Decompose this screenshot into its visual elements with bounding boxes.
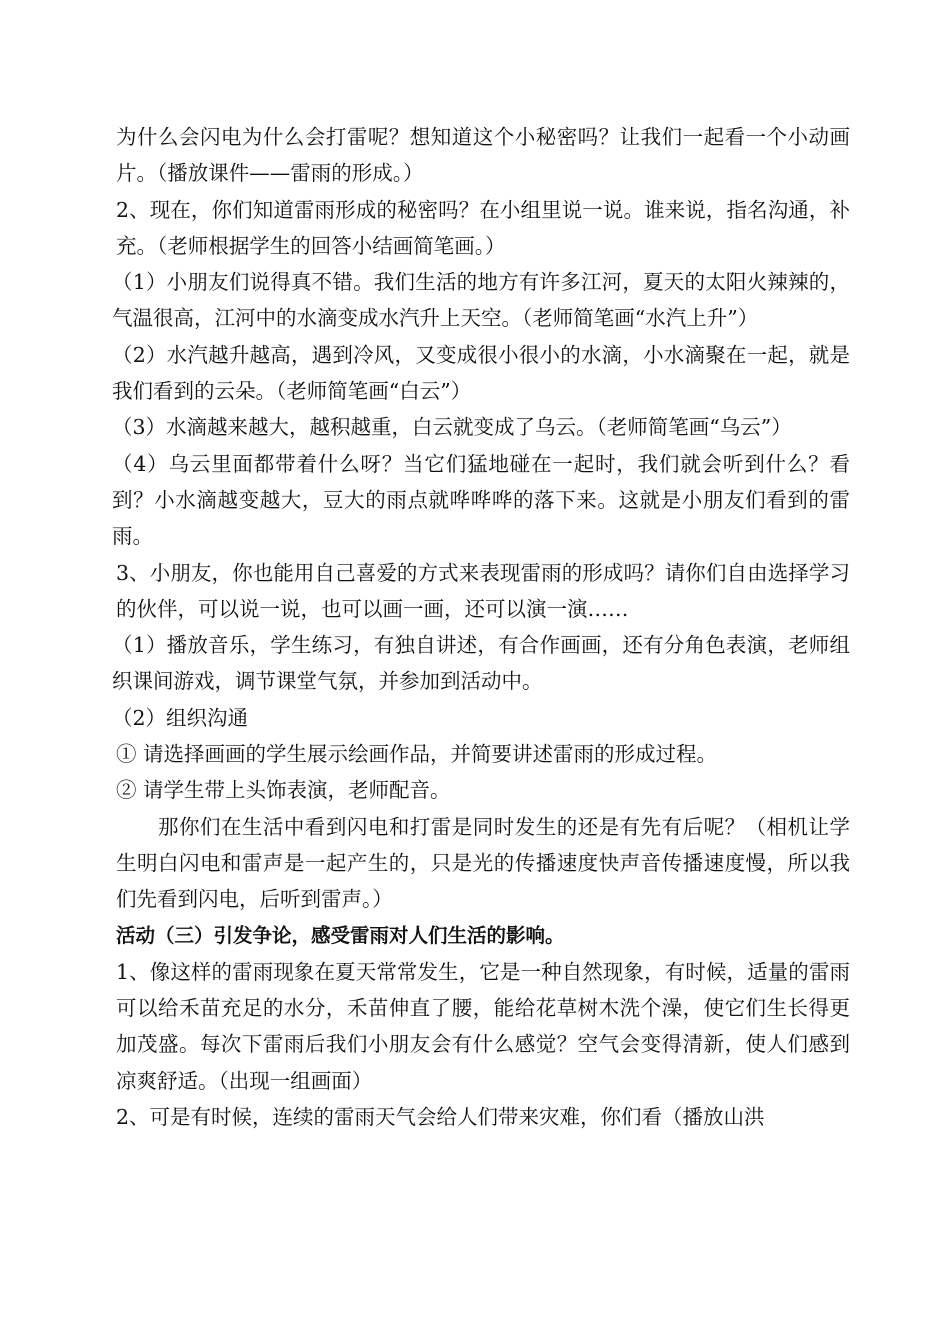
document-body: [112, 119, 850, 1135]
paragraph: 2、现在，你们知道雷雨形成的秘密吗？在小组里说一说。谁来说，指名沟通，补充。（老师根据学生的回答小结画简笔画。）: [116, 197, 850, 258]
paragraph: （2）水汽越升越高，遇到冷风，又变成很小很小的水滴，小水滴聚在一起，就是我们看到的云朵。（老师简笔画“白云”）: [112, 342, 850, 404]
paragraph: ② 请学生带上头饰表演，老师配音。: [116, 778, 451, 803]
paragraph: （2）组织沟通: [112, 705, 249, 730]
paragraph: （1）播放音乐，学生练习，有独自讲述，有合作画画，还有分角色表演，老师组织课间游戏，调节课堂气氛，并参加到活动中。: [112, 633, 850, 694]
paragraph: （1）小朋友们说得真不错。我们生活的地方有许多江河，夏天的太阳火辣辣的，气温很高，江河中的水滴变成水汽升上天空。（老师简笔画“水汽上升”）: [112, 270, 850, 331]
paragraph: （4）乌云里面都带着什么呀？当它们猛地碰在一起时，我们就会听到什么？看到？小水滴越变越大，豆大的雨点就哗哗哗的落下来。这就是小朋友们看到的雷雨。: [112, 451, 850, 549]
paragraph: 那你们在生活中看到闪电和打雷是同时发生的还是有先有后呢？（相机让学生明白闪电和雷声是一起产生的，只是光的传播速度快声音传播速度慢，所以我们先看到闪电，后听到雷声。）: [116, 814, 850, 912]
paragraph: （3）水滴越来越大，越积越重，白云就变成了乌云。（老师简笔画“乌云”）: [112, 415, 792, 440]
paragraph: 为什么会闪电为什么会打雷呢？想知道这个小秘密吗？让我们一起看一个小动画片。（播放课件——雷雨的形成。）: [116, 125, 850, 186]
paragraph: 1、像这样的雷雨现象在夏天常常发生，它是一种自然现象，有时候，适量的雷雨可以给禾苗充足的水分，禾苗伸直了腰，能给花草树木洗个澡，使它们生长得更加茂盛。每次下雷雨后我们小朋友会有什么感觉？空气会变得清新，使人们感到凉爽舒适。（出现一组画面）: [116, 959, 850, 1093]
paragraph: ① 请选择画画的学生展示绘画作品，并简要讲述雷雨的形成过程。: [116, 742, 718, 767]
paragraph: 3、小朋友，你也能用自己喜爱的方式来表现雷雨的形成吗？请你们自由选择学习的伙伴，可以说一说，也可以画一画，还可以演一演……: [116, 560, 850, 621]
section-heading: 活动（三）引发争论，感受雷雨对人们生活的影响。: [116, 923, 565, 947]
paragraph: 2、可是有时候，连续的雷雨天气会给人们带来灾难，你们看（播放山洪: [116, 1105, 765, 1130]
